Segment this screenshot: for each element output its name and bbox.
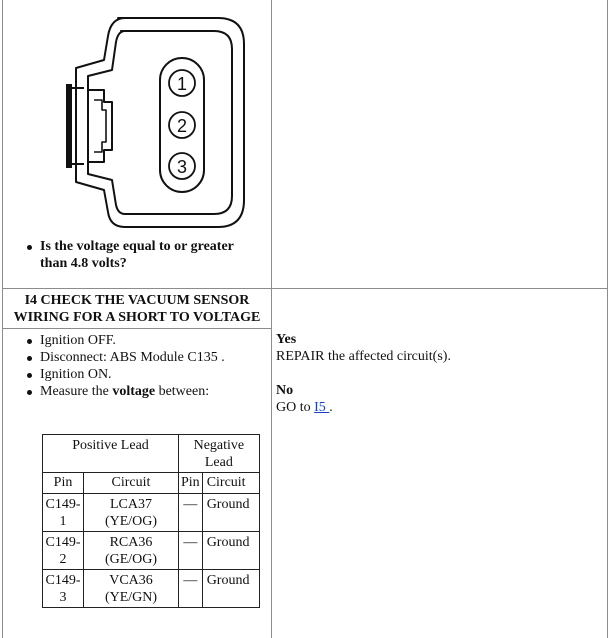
neg-pin-cell: —: [179, 532, 203, 570]
no-label: No: [276, 383, 294, 398]
neg-circuit-cell: Ground: [202, 570, 259, 608]
neg-pin-cell: —: [179, 570, 203, 608]
column-divider: [271, 0, 272, 638]
question-item: Is the voltage equal to or greater than 4.8 volts?: [24, 238, 264, 272]
pin-3-label: 3: [176, 157, 188, 177]
circuit-cell: RCA36 (GE/OG): [84, 532, 179, 570]
step-instructions: [24, 332, 268, 400]
neg-circuit-cell: Ground: [202, 532, 259, 570]
locking-tab-inner: [94, 100, 106, 152]
column-header-neg-pin: Pin: [179, 473, 203, 494]
row-divider: [2, 288, 607, 289]
instruction-item-measure: [24, 383, 268, 400]
column-header-circuit: Circuit: [84, 473, 179, 494]
connector-left-flange: [66, 84, 72, 168]
answer-panel: [276, 331, 596, 416]
table-row: [43, 532, 260, 570]
negative-lead-header: Negative Lead: [179, 435, 260, 473]
pin-cell: C149-1: [43, 494, 84, 532]
table-row: [43, 494, 260, 532]
column-header-pin: Pin: [43, 473, 84, 494]
connector-diagram: [60, 14, 250, 230]
connector-left-clip: [72, 88, 84, 164]
instruction-item: Ignition ON.: [24, 366, 268, 383]
instruction-item: Disconnect: ABS Module C135 .: [24, 349, 268, 366]
question-list: [24, 238, 264, 272]
instruction-emphasis: voltage: [112, 384, 156, 399]
circuit-cell: VCA36 (YE/GN): [84, 570, 179, 608]
pin-1-label: 1: [176, 74, 188, 94]
instruction-text: Measure the: [40, 384, 113, 399]
no-action: [276, 399, 596, 416]
step-title: I4 CHECK THE VACUUM SENSOR WIRING FOR A SHORT TO VOLTAGE: [13, 293, 261, 325]
instruction-item: Ignition OFF.: [24, 332, 268, 349]
positive-lead-header: Positive Lead: [43, 435, 179, 473]
step-title-divider: [2, 328, 272, 329]
measurement-table: [42, 434, 260, 608]
no-action-suffix: .: [329, 400, 333, 415]
pin-cell: C149-3: [43, 570, 84, 608]
yes-label: Yes: [276, 332, 297, 347]
neg-circuit-cell: Ground: [202, 494, 259, 532]
pin-cell: C149-2: [43, 532, 84, 570]
no-action-text: GO to: [276, 400, 315, 415]
yes-action: REPAIR the affected circuit(s).: [276, 349, 451, 364]
pin-2-label: 2: [176, 116, 188, 136]
neg-pin-cell: —: [179, 494, 203, 532]
instruction-text: between:: [155, 384, 210, 399]
circuit-cell: LCA37 (YE/OG): [84, 494, 179, 532]
table-row: [43, 570, 260, 608]
column-header-neg-circuit: Circuit: [202, 473, 259, 494]
goto-step-link[interactable]: I5: [314, 400, 330, 415]
